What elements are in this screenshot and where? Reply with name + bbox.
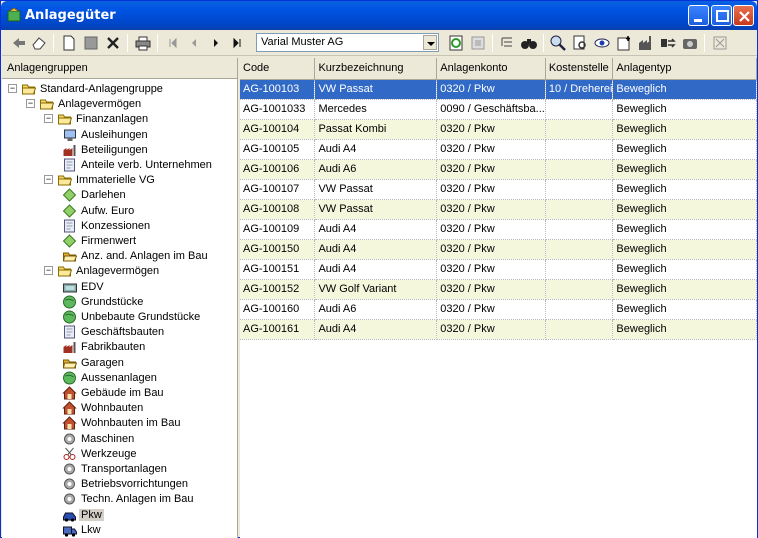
table-cell[interactable]: VW Golf Variant	[315, 279, 437, 299]
column-header[interactable]: Anlagentyp	[613, 58, 757, 79]
folder-icon	[57, 264, 72, 278]
close-button[interactable]	[733, 5, 754, 26]
table-row[interactable]	[240, 259, 757, 279]
globe-icon	[62, 371, 77, 385]
table-cell[interactable]: AG-100104	[240, 119, 315, 139]
tree-node-label: Fabrikbauten	[81, 341, 146, 354]
back-arrow-icon[interactable]	[10, 34, 28, 52]
eye-icon[interactable]	[593, 34, 611, 52]
table-cell[interactable]: Audi A4	[315, 139, 437, 159]
tree-node-label: Maschinen	[81, 432, 135, 445]
tree-node-label: Aussenanlagen	[81, 371, 157, 384]
app-logo-icon	[7, 8, 21, 22]
tree-node-label: Anlagevermögen	[58, 98, 142, 111]
table-cell[interactable]: 0320 / Pkw	[437, 119, 546, 139]
factory-icon	[62, 340, 77, 354]
table-cell[interactable]	[545, 179, 613, 199]
new-document-icon[interactable]	[60, 34, 78, 52]
table-cell[interactable]: 0320 / Pkw	[437, 259, 546, 279]
tree-node-label: Darlehen	[81, 189, 126, 202]
table-cell[interactable]: AG-100109	[240, 219, 315, 239]
tree-node-label: Beteiligungen	[81, 143, 148, 156]
house-icon	[62, 416, 77, 430]
table-cell[interactable]: 10 / Dreherei	[545, 79, 613, 99]
table-row[interactable]	[240, 99, 757, 119]
table-cell[interactable]: Audi A6	[315, 159, 437, 179]
table-cell[interactable]: 0320 / Pkw	[437, 179, 546, 199]
table-row[interactable]	[240, 179, 757, 199]
tree-node-label: Transportanlagen	[81, 463, 167, 475]
table-cell[interactable]	[545, 259, 613, 279]
tree-node-label: Konzessionen	[81, 219, 151, 232]
binoculars-icon[interactable]	[520, 34, 538, 52]
table-cell[interactable]: AG-100106	[240, 159, 315, 179]
factory-icon	[62, 143, 77, 157]
tree-node-label: Anlagevermögen	[76, 265, 160, 278]
window-title: Anlagegüter	[25, 8, 116, 23]
table-cell[interactable]: Passat Kombi	[315, 119, 437, 139]
table-cell[interactable]: 0320 / Pkw	[437, 239, 546, 259]
transfer-icon[interactable]	[659, 34, 677, 52]
table-cell[interactable]: AG-100152	[240, 279, 315, 299]
tree-node-label: Immaterielle VG	[76, 174, 155, 187]
tree-node-label: Garagen	[81, 356, 124, 369]
table-cell[interactable]: AG-100151	[240, 259, 315, 279]
table-cell[interactable]	[545, 319, 613, 339]
table-cell[interactable]: Beweglich	[613, 119, 757, 139]
tree-node-label: Standard-Anlagengruppe	[40, 83, 163, 95]
tree-node-label: Wohnbauten im Bau	[81, 417, 181, 430]
table-cell[interactable]: 0320 / Pkw	[437, 219, 546, 239]
previous-record-icon[interactable]	[185, 34, 203, 52]
tree-expander-icon[interactable]: −	[9, 83, 16, 93]
table-cell[interactable]: AG-100150	[240, 239, 315, 259]
asset-group-header-label: Anlagengruppen	[7, 62, 88, 74]
diamond-icon	[62, 188, 77, 202]
asset-group-panel	[2, 58, 238, 538]
table-cell[interactable]	[545, 119, 613, 139]
table-cell[interactable]: Beweglich	[613, 319, 757, 339]
folder-open-icon	[62, 249, 77, 263]
table-cell[interactable]: Audi A4	[315, 319, 437, 339]
computer-icon	[62, 280, 77, 294]
tree-node-label: Wohnbauten	[81, 402, 144, 415]
house-icon	[62, 386, 77, 400]
toolbar	[2, 30, 757, 56]
table-row[interactable]	[240, 299, 757, 319]
tree-node-label: Geschäftsbauten	[81, 326, 165, 339]
scissors-icon	[62, 447, 77, 461]
tree-node-label: Anteile verb. Unternehmen	[81, 159, 212, 171]
table-cell[interactable]	[545, 159, 613, 179]
column-header[interactable]: Anlagenkonto	[437, 58, 546, 79]
close-view-icon[interactable]	[711, 34, 729, 52]
document-icon	[62, 158, 77, 172]
tree-node-label: EDV	[81, 280, 104, 293]
house-icon	[62, 401, 77, 415]
table-cell[interactable]: Beweglich	[613, 299, 757, 319]
table-cell[interactable]: Beweglich	[613, 279, 757, 299]
tree-node-label: Finanzanlagen	[76, 113, 149, 126]
tree-node-label: Grundstücke	[81, 295, 144, 308]
title-bar[interactable]	[1, 1, 757, 30]
table-cell[interactable]: AG-100105	[240, 139, 315, 159]
table-cell[interactable]: AG-1001033	[240, 99, 315, 119]
maximize-button[interactable]	[711, 5, 732, 26]
chevron-down-icon[interactable]	[423, 35, 437, 50]
table-cell[interactable]	[545, 299, 613, 319]
table-cell[interactable]	[545, 139, 613, 159]
table-cell[interactable]: Beweglich	[613, 79, 757, 99]
tree-node-label: Betriebsvorrichtungen	[81, 478, 189, 491]
folder-icon	[39, 97, 54, 111]
table-cell[interactable]: VW Passat	[315, 199, 437, 219]
table-cell[interactable]: AG-100103	[240, 79, 315, 99]
table-cell[interactable]	[545, 99, 613, 119]
column-header[interactable]: Kostenstelle	[545, 58, 613, 79]
table-cell[interactable]: Beweglich	[613, 159, 757, 179]
gear-icon	[62, 477, 77, 491]
new-asset-icon[interactable]	[615, 34, 633, 52]
globe-icon	[62, 295, 77, 309]
table-cell[interactable]: Beweglich	[613, 99, 757, 119]
tree-node-label: Anz. and. Anlagen im Bau	[81, 250, 208, 263]
table-row[interactable]	[240, 239, 757, 259]
delete-icon[interactable]	[104, 34, 122, 52]
next-record-icon[interactable]	[207, 34, 225, 52]
tree-node-label: Lkw	[81, 523, 101, 536]
table-cell[interactable]: 0320 / Pkw	[437, 319, 546, 339]
table-cell[interactable]: VW Passat	[315, 79, 437, 99]
company-select-value: Varial Muster AG	[261, 36, 344, 48]
gear-icon	[62, 462, 77, 476]
tree-node-label: Pkw	[81, 508, 102, 521]
folder-icon	[21, 82, 36, 96]
table-cell[interactable]: Audi A4	[315, 239, 437, 259]
tree-node-label: Ausleihungen	[81, 128, 148, 141]
table-cell[interactable]: VW Passat	[315, 179, 437, 199]
table-cell[interactable]: 0320 / Pkw	[437, 279, 546, 299]
eraser-icon[interactable]	[30, 34, 48, 52]
table-row[interactable]	[240, 139, 757, 159]
table-cell[interactable]: Audi A6	[315, 299, 437, 319]
document-icon	[62, 325, 77, 339]
diamond-icon	[62, 204, 77, 218]
last-record-icon[interactable]	[228, 34, 246, 52]
table-cell[interactable]	[545, 279, 613, 299]
first-record-icon[interactable]	[164, 34, 182, 52]
monitor-icon	[62, 128, 77, 142]
table-cell[interactable]: 0320 / Pkw	[437, 139, 546, 159]
table-cell[interactable]: 0320 / Pkw	[437, 159, 546, 179]
save-icon[interactable]	[82, 34, 100, 52]
tree-expander-icon[interactable]: −	[27, 98, 34, 109]
table-row[interactable]	[240, 319, 757, 339]
table-cell[interactable]: Beweglich	[613, 219, 757, 239]
table-row[interactable]	[240, 279, 757, 299]
table-cell[interactable]: Beweglich	[613, 259, 757, 279]
folder-icon	[57, 173, 72, 187]
gear-icon	[62, 432, 77, 446]
table-cell[interactable]: AG-100160	[240, 299, 315, 319]
minimize-button[interactable]	[688, 5, 709, 26]
table-cell[interactable]: Audi A4	[315, 219, 437, 239]
asset-group-header	[2, 58, 238, 79]
table-cell[interactable]: 0320 / Pkw	[437, 79, 546, 99]
globe-icon	[62, 310, 77, 324]
refresh-icon[interactable]	[447, 34, 465, 52]
table-row[interactable]	[240, 119, 757, 139]
table-cell[interactable]: AG-100107	[240, 179, 315, 199]
column-header[interactable]: Kurzbezeichnung	[315, 58, 437, 79]
table-cell[interactable]: 0090 / Geschäftsba...	[437, 99, 546, 119]
table-cell[interactable]: Beweglich	[613, 179, 757, 199]
car-icon	[62, 508, 77, 522]
table-row[interactable]	[240, 219, 757, 239]
table-cell[interactable]: Mercedes	[315, 99, 437, 119]
tree-node-label: Gebäude im Bau	[81, 387, 164, 399]
tree-expander-icon[interactable]: −	[45, 265, 52, 276]
folder-open-icon	[62, 356, 77, 370]
table-row[interactable]	[240, 79, 757, 99]
column-header[interactable]: Code	[240, 58, 315, 79]
tree-node-label: Aufw. Euro	[81, 204, 135, 217]
table-cell[interactable]: 0320 / Pkw	[437, 299, 546, 319]
table-row[interactable]	[240, 159, 757, 179]
search-icon[interactable]	[549, 34, 567, 52]
print-icon[interactable]	[134, 34, 152, 52]
table-cell[interactable]: Audi A4	[315, 259, 437, 279]
folder-icon	[57, 112, 72, 126]
company-select[interactable]	[256, 33, 439, 52]
tree-node-label: Firmenwert	[81, 235, 137, 247]
tree-expander-icon[interactable]: −	[45, 174, 52, 185]
table-cell[interactable]	[545, 199, 613, 219]
factory-icon[interactable]	[637, 34, 655, 52]
tree-expander-icon[interactable]: −	[45, 113, 52, 124]
table-cell[interactable]: Beweglich	[613, 239, 757, 259]
camera-icon[interactable]	[681, 34, 699, 52]
form-view-icon[interactable]	[469, 34, 487, 52]
tree-node-label: Unbebaute Grundstücke	[81, 311, 201, 323]
table-row[interactable]	[240, 199, 757, 219]
document-icon	[62, 219, 77, 233]
table-cell[interactable]: AG-100161	[240, 319, 315, 339]
table-cell[interactable]: Beweglich	[613, 139, 757, 159]
table-cell[interactable]: AG-100108	[240, 199, 315, 219]
table-cell[interactable]	[545, 239, 613, 259]
tree-node-label: Werkzeuge	[81, 447, 137, 460]
gear-icon	[62, 492, 77, 506]
truck-icon	[62, 523, 77, 537]
asset-table	[240, 58, 757, 340]
table-cell[interactable]	[545, 219, 613, 239]
list-tree-icon[interactable]	[498, 34, 516, 52]
table-cell[interactable]: 0320 / Pkw	[437, 199, 546, 219]
preview-icon[interactable]	[571, 34, 589, 52]
asset-table-panel	[240, 58, 757, 538]
table-cell[interactable]: Beweglich	[613, 199, 757, 219]
tree-node-label: Techn. Anlagen im Bau	[81, 493, 194, 506]
diamond-icon	[62, 234, 77, 248]
table-header-row	[240, 58, 757, 79]
